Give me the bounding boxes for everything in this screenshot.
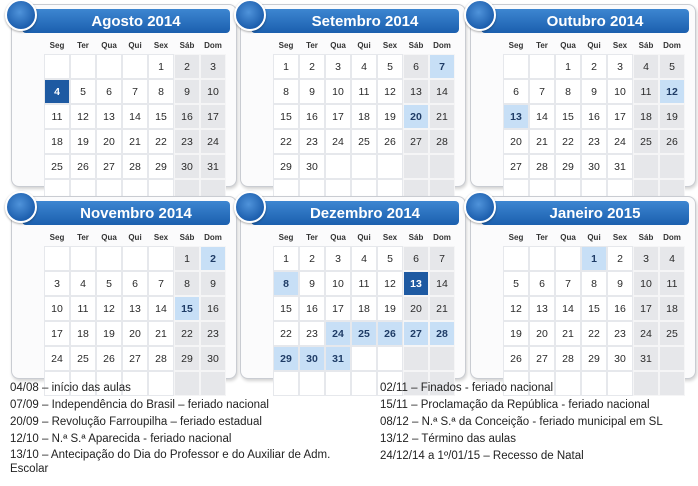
day-cell: 20 <box>96 129 122 154</box>
day-cell: 6 <box>403 246 429 271</box>
weekday-header: Dom <box>663 232 681 242</box>
day-cell: 1 <box>148 54 174 79</box>
day-cell: 6 <box>96 79 122 104</box>
day-cell: 6 <box>122 271 148 296</box>
weekday-header: Sáb <box>179 232 195 242</box>
day-cell: 2 <box>299 54 325 79</box>
day-cell: 25 <box>44 154 70 179</box>
weekday-header: Seg <box>508 232 524 242</box>
day-cell: 21 <box>122 129 148 154</box>
day-cell: 10 <box>607 79 633 104</box>
day-cell: 11 <box>70 296 96 321</box>
day-cell: 10 <box>325 271 351 296</box>
weekday-header: Sex <box>612 40 628 50</box>
day-cell: 14 <box>429 271 455 296</box>
weekday-header: Qui <box>357 40 371 50</box>
weekday-header: Dom <box>204 232 222 242</box>
month-title: Agosto 2014 <box>22 9 230 33</box>
day-cell: 26 <box>96 346 122 371</box>
day-cell: 2 <box>200 246 226 271</box>
day-cell: 1 <box>273 54 299 79</box>
day-cell: 25 <box>633 129 659 154</box>
day-grid <box>44 228 228 396</box>
day-cell: 24 <box>607 129 633 154</box>
day-cell: 20 <box>529 321 555 346</box>
day-cell: 2 <box>174 54 200 79</box>
day-cell: 27 <box>122 346 148 371</box>
day-cell: 6 <box>403 54 429 79</box>
weekday-header: Qua <box>101 232 117 242</box>
day-cell: 31 <box>633 346 659 371</box>
day-cell: 23 <box>299 129 325 154</box>
day-cell: 18 <box>351 104 377 129</box>
day-cell: 31 <box>607 154 633 179</box>
day-cell: 18 <box>659 296 685 321</box>
weekday-header: Qui <box>357 232 371 242</box>
day-cell: 26 <box>70 154 96 179</box>
day-cell: 28 <box>148 346 174 371</box>
weekday-header: Dom <box>433 40 451 50</box>
day-cell: 1 <box>555 54 581 79</box>
day-cell: 15 <box>581 296 607 321</box>
day-cell: 12 <box>377 271 403 296</box>
day-cell: 17 <box>633 296 659 321</box>
day-grid <box>273 36 457 204</box>
day-cell: 7 <box>122 79 148 104</box>
day-cell: 13 <box>122 296 148 321</box>
day-cell: 4 <box>351 54 377 79</box>
day-cell: 6 <box>503 79 529 104</box>
weekday-header: Sex <box>612 232 628 242</box>
day-cell: 15 <box>174 296 200 321</box>
day-cell: 19 <box>96 321 122 346</box>
day-cell: 7 <box>555 271 581 296</box>
day-cell: 30 <box>299 346 325 371</box>
month-title: Janeiro 2015 <box>481 201 689 225</box>
empty-day-cell <box>529 246 555 271</box>
day-cell: 14 <box>555 296 581 321</box>
weekday-header: Qua <box>560 40 576 50</box>
day-cell: 25 <box>351 129 377 154</box>
day-cell: 4 <box>633 54 659 79</box>
weekday-header: Ter <box>306 232 318 242</box>
month-calendar <box>470 4 696 187</box>
weekday-header: Sáb <box>638 232 654 242</box>
circle-icon <box>234 191 266 223</box>
day-cell: 9 <box>299 271 325 296</box>
day-cell: 18 <box>351 296 377 321</box>
day-cell: 12 <box>503 296 529 321</box>
empty-day-cell <box>659 346 685 371</box>
day-cell: 17 <box>44 321 70 346</box>
day-cell: 3 <box>325 246 351 271</box>
weekday-header: Seg <box>49 232 65 242</box>
day-cell: 22 <box>555 129 581 154</box>
day-cell: 11 <box>44 104 70 129</box>
day-cell: 15 <box>148 104 174 129</box>
day-cell: 20 <box>403 296 429 321</box>
day-grid <box>44 36 228 204</box>
day-cell: 21 <box>148 321 174 346</box>
day-cell: 3 <box>200 54 226 79</box>
weekday-header: Ter <box>77 40 89 50</box>
day-cell: 7 <box>429 246 455 271</box>
day-cell: 13 <box>529 296 555 321</box>
weekday-header: Sex <box>382 232 398 242</box>
day-cell: 24 <box>633 321 659 346</box>
day-cell: 22 <box>273 129 299 154</box>
day-cell: 9 <box>174 79 200 104</box>
empty-day-cell <box>403 154 429 179</box>
empty-day-cell <box>325 154 351 179</box>
day-cell: 7 <box>148 271 174 296</box>
day-cell: 26 <box>377 321 403 346</box>
day-cell: 24 <box>44 346 70 371</box>
day-cell: 23 <box>174 129 200 154</box>
day-cell: 12 <box>70 104 96 129</box>
day-cell: 1 <box>581 246 607 271</box>
day-cell: 29 <box>555 154 581 179</box>
weekday-header: Dom <box>663 40 681 50</box>
legend-item: 04/08 – início das aulas <box>10 382 131 394</box>
day-cell: 29 <box>273 154 299 179</box>
day-cell: 13 <box>403 271 429 296</box>
empty-day-cell <box>44 54 70 79</box>
empty-day-cell <box>351 371 377 396</box>
empty-day-cell <box>503 246 529 271</box>
day-cell: 17 <box>325 104 351 129</box>
circle-icon <box>464 0 496 31</box>
weekday-header: Sex <box>382 40 398 50</box>
weekday-header: Seg <box>49 40 65 50</box>
day-cell: 7 <box>429 54 455 79</box>
weekday-header: Qui <box>587 232 601 242</box>
month-title: Novembro 2014 <box>22 201 230 225</box>
day-cell: 13 <box>403 79 429 104</box>
empty-day-cell <box>96 54 122 79</box>
day-cell: 21 <box>529 129 555 154</box>
weekday-header: Qui <box>128 40 142 50</box>
weekday-header: Qui <box>587 40 601 50</box>
circle-icon <box>234 0 266 31</box>
day-cell: 5 <box>659 54 685 79</box>
day-cell: 15 <box>273 296 299 321</box>
day-cell: 19 <box>503 321 529 346</box>
empty-day-cell <box>44 246 70 271</box>
day-cell: 15 <box>555 104 581 129</box>
day-cell: 31 <box>200 154 226 179</box>
legend-item: 13/12 – Término das aulas <box>380 433 516 445</box>
month-calendar <box>11 4 237 187</box>
weekday-header: Sáb <box>179 40 195 50</box>
empty-day-cell <box>503 54 529 79</box>
day-cell: 5 <box>96 271 122 296</box>
legend-item: 24/12/14 a 1º/01/15 – Recesso de Natal <box>380 450 584 462</box>
day-cell: 3 <box>607 54 633 79</box>
day-cell: 21 <box>429 296 455 321</box>
day-cell: 30 <box>581 154 607 179</box>
day-cell: 10 <box>633 271 659 296</box>
month-calendar <box>240 4 466 187</box>
weekday-header: Ter <box>536 232 548 242</box>
empty-day-cell <box>70 54 96 79</box>
day-cell: 27 <box>403 321 429 346</box>
day-cell: 26 <box>659 129 685 154</box>
weekday-header: Sáb <box>408 40 424 50</box>
day-cell: 12 <box>96 296 122 321</box>
day-cell: 18 <box>44 129 70 154</box>
day-cell: 30 <box>174 154 200 179</box>
empty-day-cell <box>377 154 403 179</box>
weekday-header: Seg <box>278 232 294 242</box>
day-cell: 4 <box>351 246 377 271</box>
day-cell: 12 <box>377 79 403 104</box>
legend-left <box>10 380 340 476</box>
day-cell: 30 <box>607 346 633 371</box>
day-cell: 28 <box>555 346 581 371</box>
day-cell: 24 <box>325 129 351 154</box>
empty-day-cell <box>122 54 148 79</box>
day-cell: 5 <box>503 271 529 296</box>
day-cell: 24 <box>325 321 351 346</box>
day-cell: 27 <box>96 154 122 179</box>
day-cell: 25 <box>659 321 685 346</box>
weekday-header: Qui <box>128 232 142 242</box>
weekday-header: Seg <box>508 40 524 50</box>
day-cell: 5 <box>377 246 403 271</box>
empty-day-cell <box>377 346 403 371</box>
day-cell: 16 <box>299 296 325 321</box>
month-title: Outubro 2014 <box>481 9 689 33</box>
day-cell: 16 <box>299 104 325 129</box>
day-cell: 2 <box>581 54 607 79</box>
day-cell: 8 <box>148 79 174 104</box>
day-cell: 29 <box>148 154 174 179</box>
month-calendar <box>240 196 466 379</box>
weekday-header: Qua <box>101 40 117 50</box>
empty-day-cell <box>529 54 555 79</box>
day-cell: 22 <box>581 321 607 346</box>
day-cell: 5 <box>377 54 403 79</box>
weekday-header: Sáb <box>638 40 654 50</box>
empty-day-cell <box>403 346 429 371</box>
day-cell: 21 <box>429 104 455 129</box>
day-cell: 25 <box>351 321 377 346</box>
day-grid <box>273 228 457 396</box>
month-title: Dezembro 2014 <box>251 201 459 225</box>
weekday-header: Qua <box>560 232 576 242</box>
weekday-header: Seg <box>278 40 294 50</box>
day-cell: 25 <box>70 346 96 371</box>
weekday-header: Ter <box>306 40 318 50</box>
day-cell: 15 <box>273 104 299 129</box>
day-cell: 18 <box>70 321 96 346</box>
day-cell: 19 <box>377 104 403 129</box>
month-calendar <box>470 196 696 379</box>
day-cell: 14 <box>122 104 148 129</box>
circle-icon <box>5 0 37 31</box>
day-cell: 9 <box>200 271 226 296</box>
day-cell: 4 <box>70 271 96 296</box>
day-cell: 29 <box>273 346 299 371</box>
day-cell: 11 <box>659 271 685 296</box>
day-cell: 10 <box>44 296 70 321</box>
day-cell: 23 <box>581 129 607 154</box>
day-cell: 8 <box>581 271 607 296</box>
day-cell: 27 <box>403 129 429 154</box>
day-cell: 3 <box>44 271 70 296</box>
day-cell: 6 <box>529 271 555 296</box>
weekday-header: Qua <box>330 40 346 50</box>
day-cell: 22 <box>174 321 200 346</box>
legend-item: 02/11 – Finados - feriado nacional <box>380 382 554 394</box>
day-cell: 17 <box>200 104 226 129</box>
day-cell: 5 <box>70 79 96 104</box>
weekday-header: Sex <box>153 40 169 50</box>
day-cell: 26 <box>503 346 529 371</box>
weekday-header: Dom <box>204 40 222 50</box>
day-cell: 19 <box>70 129 96 154</box>
day-cell: 16 <box>581 104 607 129</box>
empty-day-cell <box>429 154 455 179</box>
legend-right <box>380 380 690 465</box>
weekday-header: Ter <box>536 40 548 50</box>
legend-item: 12/10 – N.ª S.ª Aparecida - feriado nacional <box>10 433 232 445</box>
day-cell: 31 <box>325 346 351 371</box>
day-cell: 21 <box>555 321 581 346</box>
empty-day-cell <box>633 154 659 179</box>
day-cell: 14 <box>529 104 555 129</box>
empty-day-cell <box>96 246 122 271</box>
day-cell: 28 <box>122 154 148 179</box>
legend-item: 15/11 – Proclamação da República - feriado nacional <box>380 399 650 411</box>
day-cell: 3 <box>633 246 659 271</box>
day-cell: 14 <box>148 296 174 321</box>
day-cell: 8 <box>174 271 200 296</box>
day-cell: 20 <box>503 129 529 154</box>
day-cell: 10 <box>325 79 351 104</box>
day-cell: 30 <box>200 346 226 371</box>
weekday-header: Qua <box>330 232 346 242</box>
day-cell: 10 <box>200 79 226 104</box>
circle-icon <box>5 191 37 223</box>
empty-day-cell <box>429 346 455 371</box>
day-cell: 22 <box>148 129 174 154</box>
day-cell: 27 <box>503 154 529 179</box>
day-cell: 8 <box>273 79 299 104</box>
day-cell: 8 <box>555 79 581 104</box>
empty-day-cell <box>70 246 96 271</box>
day-cell: 11 <box>351 271 377 296</box>
day-cell: 23 <box>607 321 633 346</box>
month-calendar <box>11 196 237 379</box>
day-cell: 16 <box>174 104 200 129</box>
day-cell: 16 <box>607 296 633 321</box>
day-cell: 1 <box>174 246 200 271</box>
day-cell: 24 <box>200 129 226 154</box>
day-cell: 4 <box>659 246 685 271</box>
day-grid <box>503 228 687 396</box>
day-cell: 19 <box>659 104 685 129</box>
day-cell: 3 <box>325 54 351 79</box>
day-cell: 11 <box>351 79 377 104</box>
empty-day-cell <box>555 246 581 271</box>
weekday-header: Sex <box>153 232 169 242</box>
day-cell: 28 <box>429 321 455 346</box>
day-cell: 14 <box>429 79 455 104</box>
circle-icon <box>464 191 496 223</box>
day-cell: 18 <box>633 104 659 129</box>
day-cell: 13 <box>503 104 529 129</box>
weekday-header: Dom <box>433 232 451 242</box>
empty-day-cell <box>148 246 174 271</box>
day-cell: 12 <box>659 79 685 104</box>
day-cell: 2 <box>607 246 633 271</box>
day-cell: 20 <box>122 321 148 346</box>
day-cell: 26 <box>377 129 403 154</box>
weekday-header: Ter <box>77 232 89 242</box>
day-grid <box>503 36 687 204</box>
day-cell: 30 <box>299 154 325 179</box>
day-cell: 19 <box>377 296 403 321</box>
legend-item: 13/10 – Antecipação do Dia do Professor e do Auxiliar de Adm. Escolar <box>10 449 331 475</box>
day-cell: 28 <box>429 129 455 154</box>
weekday-header: Sáb <box>408 232 424 242</box>
day-cell: 9 <box>607 271 633 296</box>
empty-day-cell <box>351 154 377 179</box>
empty-day-cell <box>659 154 685 179</box>
empty-day-cell <box>122 246 148 271</box>
day-cell: 11 <box>633 79 659 104</box>
day-cell: 22 <box>273 321 299 346</box>
legend-item: 07/09 – Independência do Brasil – feriado nacional <box>10 399 269 411</box>
day-cell: 4 <box>44 79 70 104</box>
day-cell: 17 <box>607 104 633 129</box>
day-cell: 23 <box>200 321 226 346</box>
month-title: Setembro 2014 <box>251 9 459 33</box>
day-cell: 28 <box>529 154 555 179</box>
day-cell: 20 <box>403 104 429 129</box>
day-cell: 9 <box>581 79 607 104</box>
day-cell: 23 <box>299 321 325 346</box>
day-cell: 1 <box>273 246 299 271</box>
legend-item: 08/12 – N.ª S.ª da Conceição - feriado municipal em SL <box>380 416 663 428</box>
empty-day-cell <box>351 346 377 371</box>
day-cell: 17 <box>325 296 351 321</box>
day-cell: 27 <box>529 346 555 371</box>
day-cell: 16 <box>200 296 226 321</box>
day-cell: 13 <box>96 104 122 129</box>
day-cell: 7 <box>529 79 555 104</box>
day-cell: 29 <box>581 346 607 371</box>
legend-item: 20/09 – Revolução Farroupilha – feriado estadual <box>10 416 262 428</box>
day-cell: 29 <box>174 346 200 371</box>
day-cell: 9 <box>299 79 325 104</box>
day-cell: 8 <box>273 271 299 296</box>
day-cell: 2 <box>299 246 325 271</box>
